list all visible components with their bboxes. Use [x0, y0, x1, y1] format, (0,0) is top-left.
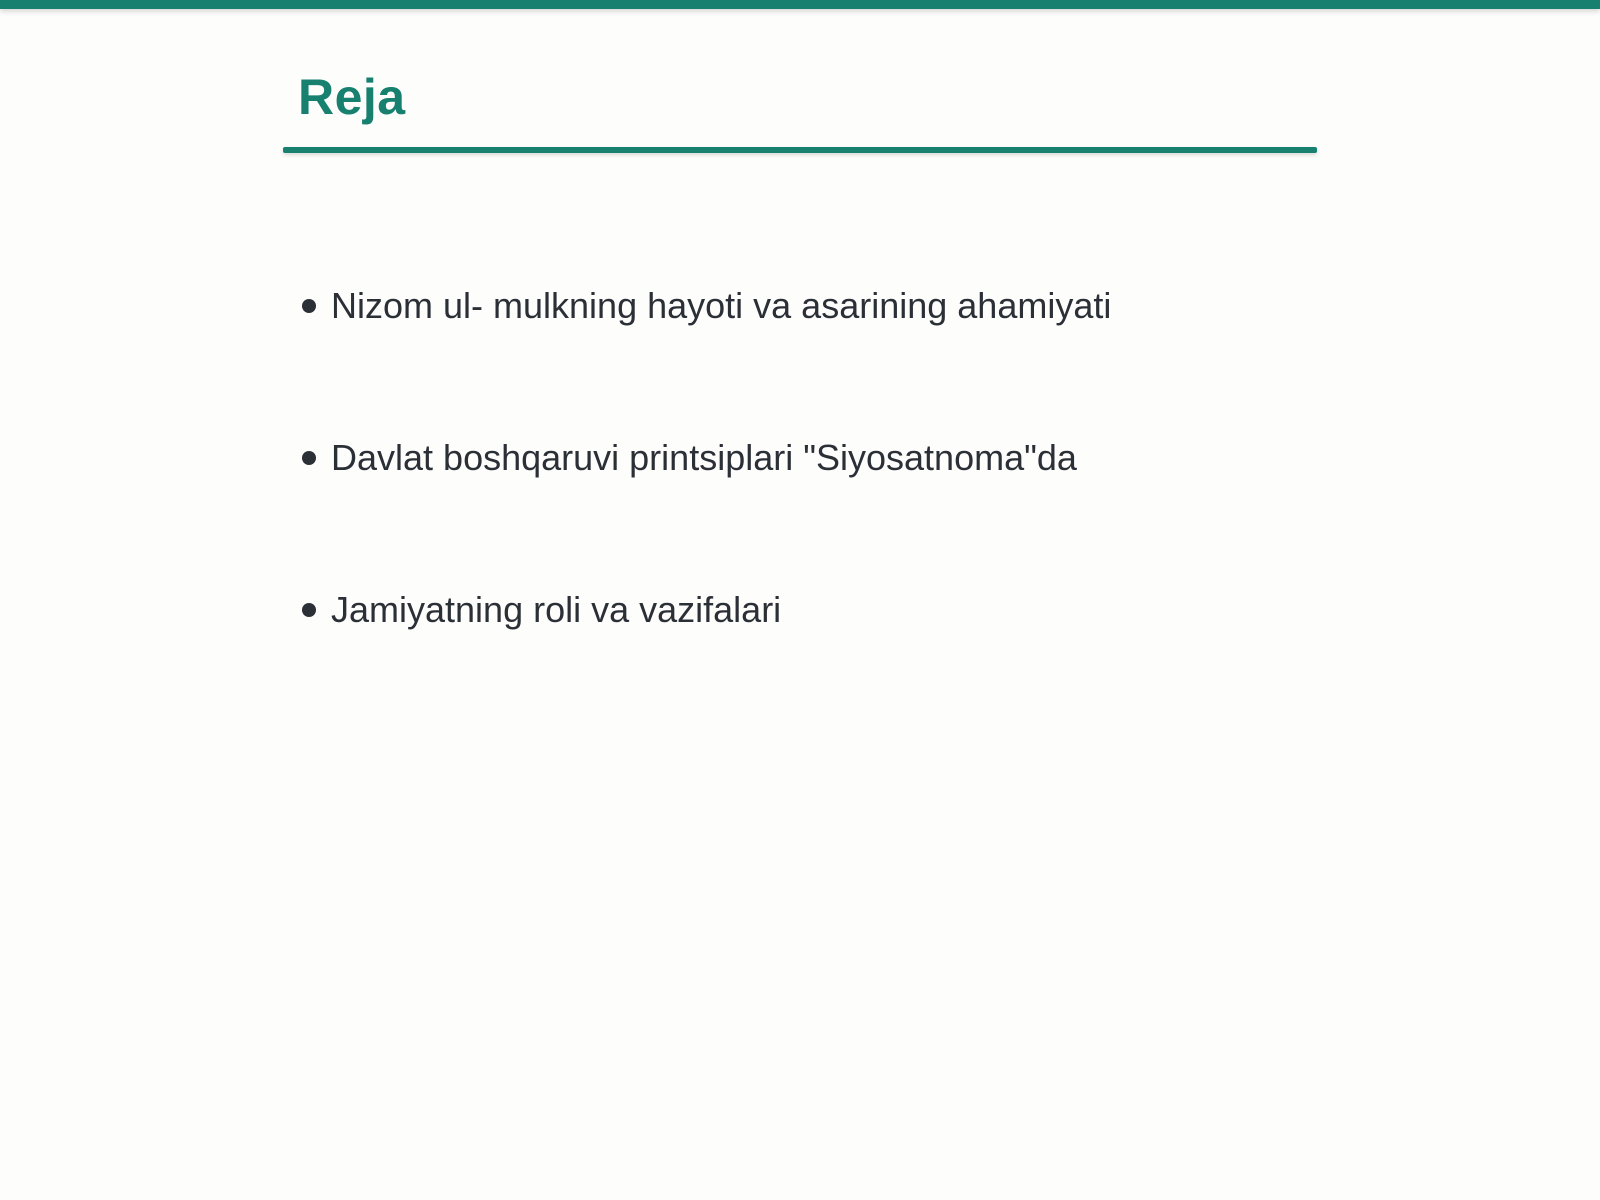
slide-title: Reja: [298, 69, 406, 125]
bullet-item: [300, 432, 1111, 484]
bullet-text: Nizom ul- mulkning hayoti va asarining ahamiyati: [331, 285, 1112, 326]
bullet-text: Jamiyatning roli va vazifalari: [331, 589, 782, 630]
top-accent-bar: [0, 0, 1600, 9]
bullet-dot-icon: [302, 299, 316, 313]
bullet-dot-icon: [302, 603, 316, 617]
bullet-item: [300, 584, 1111, 636]
bullet-dot-icon: [302, 451, 316, 465]
bullet-text: Davlat boshqaruvi printsiplari "Siyosatnoma"da: [331, 437, 1077, 478]
title-underline: [283, 147, 1317, 153]
bullet-list: [300, 280, 1111, 736]
bullet-item: [300, 280, 1111, 332]
